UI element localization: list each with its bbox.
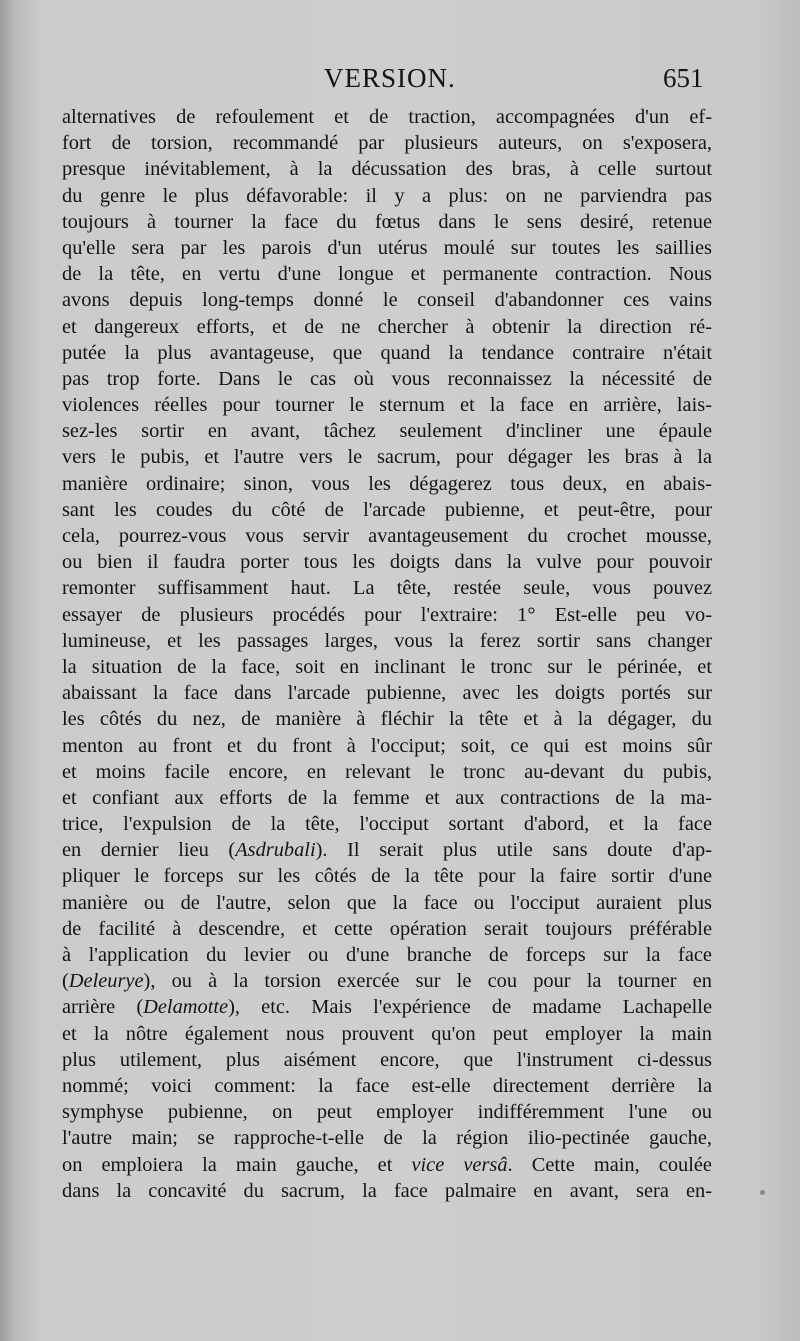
text-line: cela, pourrez-vous vous servir avantageusement du crochet mousse, (62, 525, 712, 547)
text-line: à l'application du levier ou d'une branche de forceps sur la face (62, 944, 712, 966)
text-line: nommé; voici comment: la face est-elle directement derrière la (62, 1074, 712, 1097)
text-line: remonter suffisamment haut. La tête, restée seule, vous pouvez (62, 577, 712, 600)
italic-name: Delamotte (143, 996, 229, 1019)
text-line: de la tête, en vertu d'une longue et permanente contraction. Nous (62, 263, 712, 286)
text-line: symphyse pubienne, on peut employer indifféremment l'une ou (62, 1101, 712, 1124)
text-line: toujours à tourner la face du fœtus dans le sens desiré, retenue (62, 210, 712, 233)
text-line: du genre le plus défavorable: il y a plus: on ne parviendra pas (62, 184, 712, 207)
text-line: lumineuse, et les passages larges, vous la ferez sortir sans changer (62, 629, 712, 652)
text-line: l'autre main; se rapproche-t-elle de la région ilio-pectinée gauche, (62, 1127, 712, 1150)
italic-name: Asdrubali (235, 839, 316, 862)
text-line: la situation de la face, soit en inclinant le tronc sur le périnée, et (62, 655, 712, 678)
text-line: et confiant aux efforts de la femme et aux contractions de la ma- (62, 786, 712, 809)
text-line: alternatives de refoulement et de traction, accompagnées d'un ef- (62, 106, 712, 128)
text-line: qu'elle sera par les parois d'un utérus moulé sur toutes les saillies (62, 236, 712, 259)
text-line: abaissant la face dans l'arcade pubienne, avec les doigts portés sur (62, 682, 712, 705)
running-head (0, 60, 800, 100)
text-line: manière ordinaire; sinon, vous les dégagerez tous deux, en abais- (62, 472, 712, 495)
text-line: sant les coudes du côté de l'arcade pubienne, et peut-être, pour (62, 498, 712, 521)
text-line: fort de torsion, recommandé par plusieurs auteurs, on s'exposera, (62, 132, 712, 155)
running-title: VERSION. (324, 63, 456, 93)
text-line: (Deleurye), ou à la torsion exercée sur le cou pour la tourner en (62, 970, 712, 993)
text-line: on emploiera la main gauche, et vice versâ. Cette main, coulée (62, 1153, 712, 1176)
body-text (62, 104, 712, 1204)
text-line: vers le pubis, et l'autre vers le sacrum, pour dégager les bras à la (62, 446, 712, 469)
text-line: plus utilement, plus aisément encore, que l'instrument ci-dessus (62, 1048, 712, 1071)
text-line: et moins facile encore, en relevant le tronc au-devant du pubis, (62, 760, 712, 783)
text-line: menton au front et du front à l'occiput; soit, ce qui est moins sûr (62, 734, 712, 757)
text-line: arrière (Delamotte), etc. Mais l'expérience de madame Lachapelle (62, 996, 713, 1019)
text-line: presque inévitablement, à la décussation des bras, à celle surtout (62, 158, 712, 181)
text-line: pas trop forte. Dans le cas où vous reconnaissez la nécessité de (62, 367, 712, 390)
text-line: avons depuis long-temps donné le conseil d'abandonner ces vains (62, 289, 712, 312)
text-line: de facilité à descendre, et cette opération serait toujours préférable (62, 917, 712, 940)
text-line: putée la plus avantageuse, que quand la tendance contraire n'était (62, 341, 712, 364)
italic-name: Deleurye (68, 970, 144, 993)
text-line: sez-les sortir en avant, tâchez seulement d'incliner une épaule (62, 420, 712, 443)
page-number: 651 (663, 63, 704, 93)
text-line: violences réelles pour tourner le sternum et la face en arrière, lais- (62, 394, 712, 417)
paper-speck (760, 1190, 765, 1195)
text-line: en dernier lieu (Asdrubali). Il serait plus utile sans doute d'ap- (62, 839, 712, 862)
text-line: et la nôtre également nous prouvent qu'on peut employer la main (62, 1022, 712, 1045)
text-line: ou bien il faudra porter tous les doigts dans la vulve pour pouvoir (62, 551, 712, 574)
text-line: essayer de plusieurs procédés pour l'extraire: 1° Est-elle peu vo- (62, 603, 712, 626)
text-line: dans la concavité du sacrum, la face palmaire en avant, sera en- (62, 1179, 712, 1202)
text-line: et dangereux efforts, et de ne chercher à obtenir la direction ré- (62, 315, 712, 338)
text-line: pliquer le forceps sur les côtés de la tête pour la faire sortir d'une (62, 865, 712, 888)
text-line: les côtés du nez, de manière à fléchir la tête et à la dégager, du (62, 708, 712, 731)
text-line: trice, l'expulsion de la tête, l'occiput sortant d'abord, et la face (62, 813, 712, 836)
text-line: manière ou de l'autre, selon que la face ou l'occiput auraient plus (62, 891, 712, 914)
italic-name: vice versâ (411, 1153, 508, 1176)
